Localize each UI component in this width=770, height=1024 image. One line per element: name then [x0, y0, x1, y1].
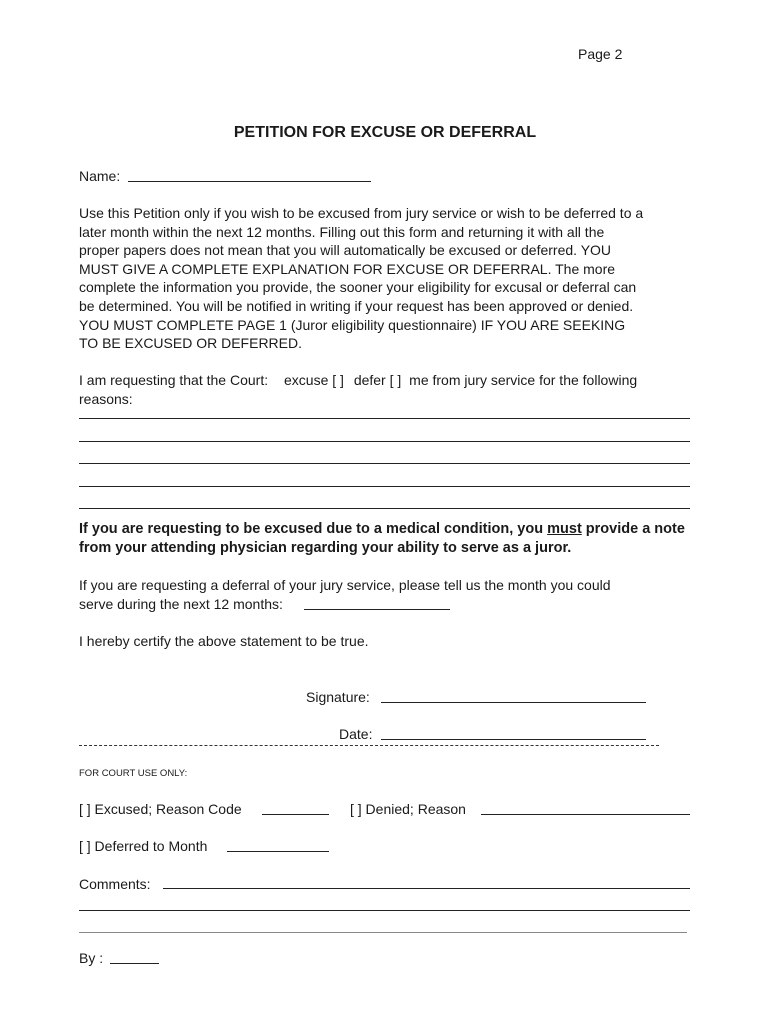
deferred-label: [ ] Deferred to Month [79, 838, 208, 854]
name-label: Name: [79, 168, 121, 184]
instructions-line: be determined. You will be notified in writing if your request has been approved or denied. [79, 297, 634, 314]
instructions-line: proper papers does not mean that you will automatically be excused or deferred. YOU [79, 242, 612, 259]
defer-checkbox[interactable]: defer [ ] [353, 372, 402, 388]
deferral-text-line-2: serve during the next 12 months: [79, 596, 283, 612]
request-prefix: I am requesting that the Court: [79, 372, 269, 388]
comments-line-2[interactable] [79, 910, 690, 911]
deferral-month-field[interactable] [304, 609, 450, 610]
date-field[interactable] [381, 739, 646, 740]
instructions-paragraph [79, 204, 704, 353]
name-field[interactable] [128, 181, 371, 182]
reason-line-3[interactable] [79, 463, 690, 464]
must-emphasis: must [547, 521, 582, 537]
request-statement [79, 372, 637, 388]
reason-line-1[interactable] [79, 418, 690, 419]
excuse-checkbox[interactable]: excuse [ ] [284, 372, 344, 388]
reason-line-2[interactable] [79, 441, 690, 442]
denied-reason-field[interactable] [481, 814, 690, 815]
reason-line-5[interactable] [79, 508, 690, 509]
comments-line-1[interactable] [163, 888, 690, 889]
signature-label: Signature: [306, 689, 370, 705]
deferred-month-field[interactable] [227, 851, 329, 852]
instructions-line: YOU MUST COMPLETE PAGE 1 (Juror eligibility questionnaire) IF YOU ARE SEEKING [79, 316, 626, 333]
reasons-label: reasons: [79, 391, 133, 407]
medical-note-line-1: If you are requesting to be excused due to a medical condition, you must provide a note [79, 521, 685, 537]
form-title: PETITION FOR EXCUSE OR DEFERRAL [233, 124, 537, 141]
by-label: By : [79, 950, 104, 966]
instructions-line: MUST GIVE A COMPLETE EXPLANATION FOR EXCUSE OR DEFERRAL. The more [79, 260, 616, 277]
page-number: Page 2 [578, 46, 623, 62]
instructions-line: complete the information you provide, the sooner your eligibility for excusal or deferral can [79, 279, 637, 296]
denied-label: [ ] Denied; Reason [350, 801, 466, 817]
medical-note-line-2: from your attending physician regarding your ability to serve as a juror. [79, 540, 572, 556]
deferral-text-line-1: If you are requesting a deferral of your jury service, please tell us the month you could [79, 577, 611, 593]
reason-line-4[interactable] [79, 486, 690, 487]
instructions-line: TO BE EXCUSED OR DEFERRED. [79, 335, 303, 352]
comments-line-3[interactable] [79, 932, 687, 933]
cut-line-divider [79, 745, 659, 746]
reason-code-field[interactable] [262, 814, 329, 815]
by-field[interactable] [110, 963, 159, 964]
request-suffix: me from jury service for the following [409, 372, 638, 388]
instructions-line: later month within the next 12 months. Filling out this form and returning it with all the [79, 223, 605, 240]
signature-field[interactable] [381, 702, 646, 703]
certify-statement: I hereby certify the above statement to be true. [79, 633, 369, 649]
excused-label: [ ] Excused; Reason Code [79, 801, 242, 817]
date-label: Date: [339, 726, 373, 742]
comments-label: Comments: [79, 876, 151, 892]
instructions-line: Use this Petition only if you wish to be excused from jury service or wish to be deferred to a [79, 205, 644, 221]
court-use-header: FOR COURT USE ONLY: [79, 768, 188, 779]
